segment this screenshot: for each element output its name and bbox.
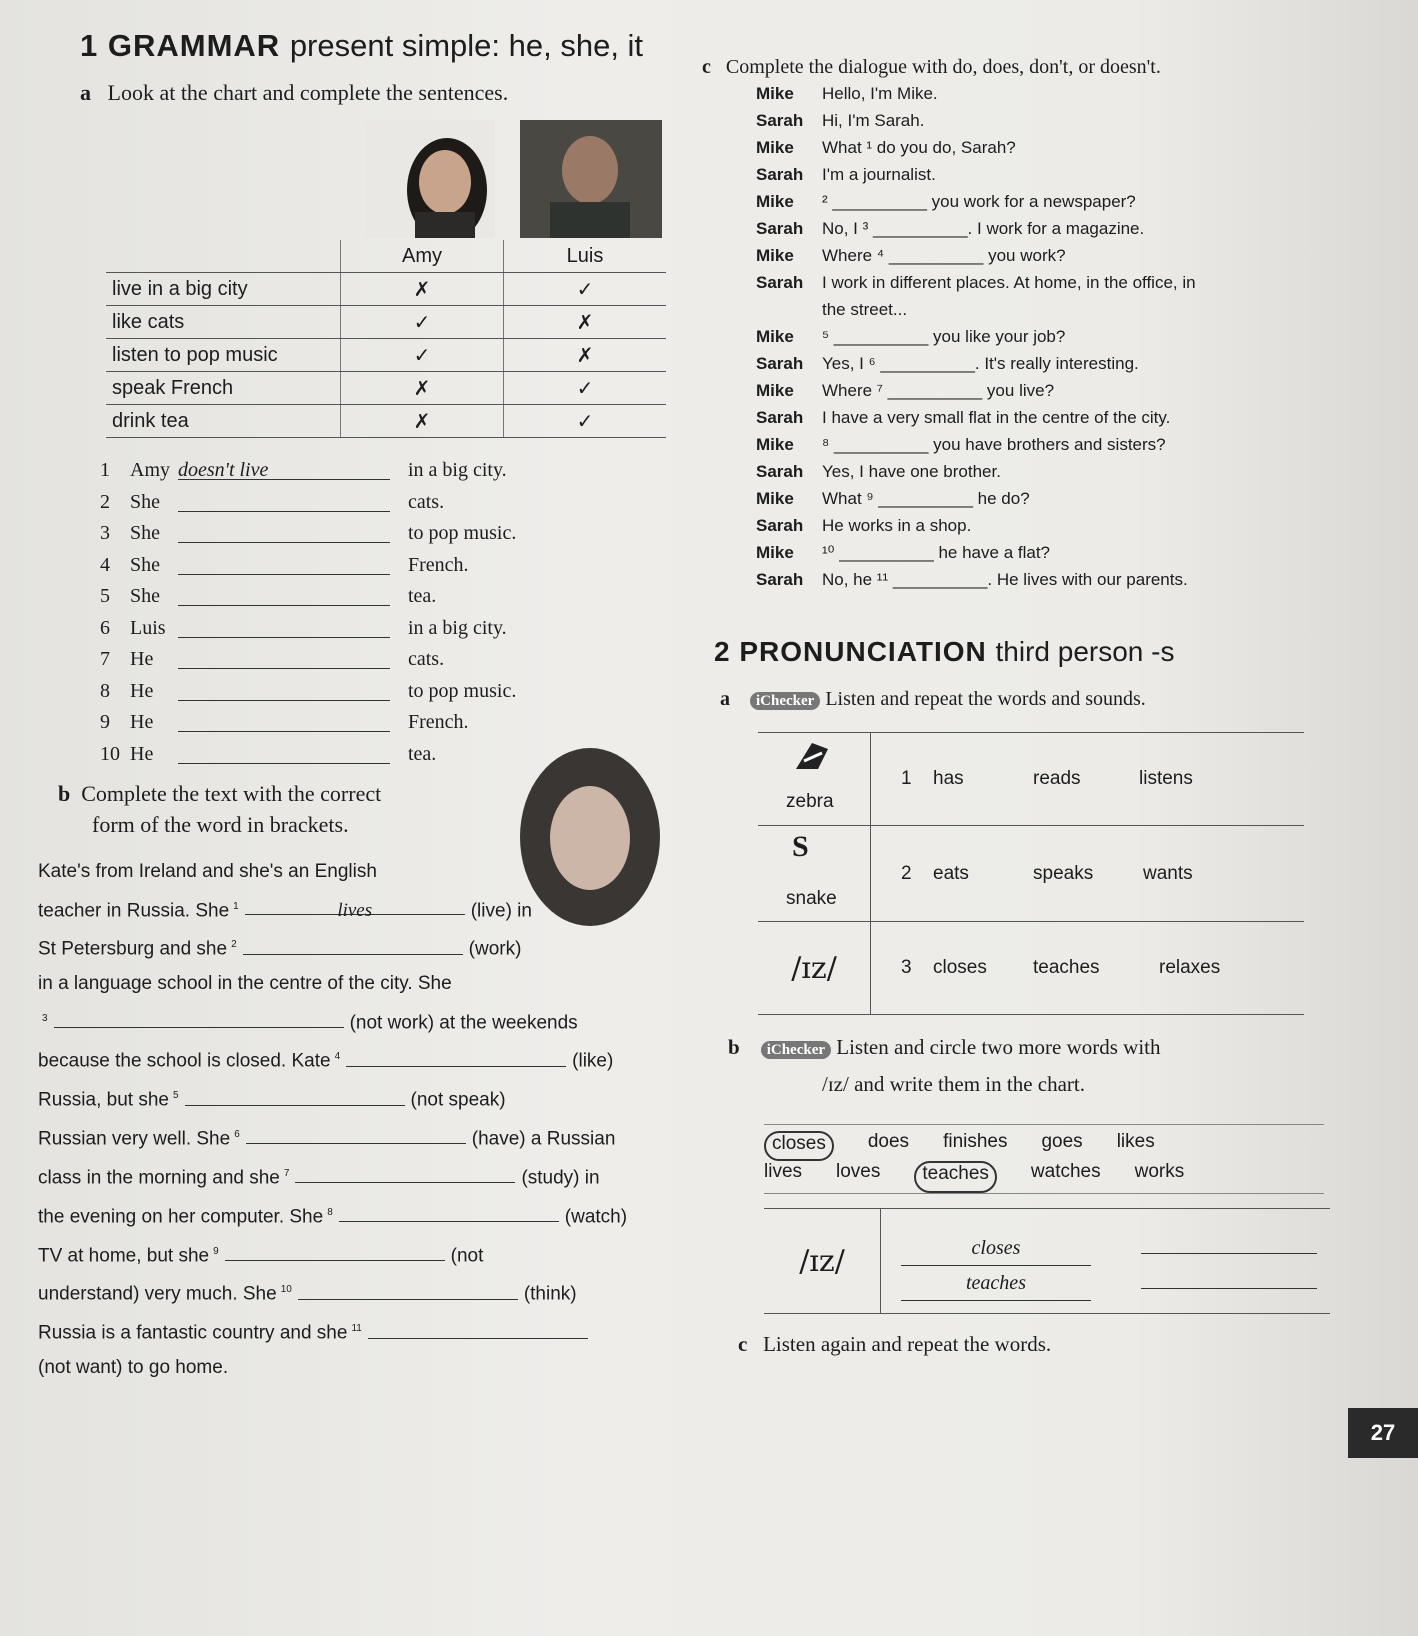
answer-field[interactable]: doesn't live (178, 455, 390, 480)
dialogue-text: Yes, I have one brother. (822, 462, 1001, 481)
sentence-item (100, 613, 516, 645)
iz-sound-label: /ɪz/ (758, 922, 871, 1014)
luis-mark: ✗ (504, 339, 667, 372)
dialogue-line (756, 107, 1316, 134)
text-fragment: (live) in (470, 899, 532, 921)
section-title: GRAMMAR (107, 28, 281, 63)
activity-label: listen to pop music (106, 339, 341, 372)
likes-chart (106, 240, 666, 438)
amy-mark: ✗ (341, 273, 504, 306)
dialogue-text: What ⁹ __________ he do? (822, 489, 1030, 508)
text-fragment: Kate's from Ireland and she's an English (38, 861, 377, 882)
dialogue-text: I have a very small flat in the centre of the city. (822, 408, 1171, 427)
word-option[interactable]: loves (836, 1161, 881, 1182)
iz-chart (764, 1208, 1330, 1314)
answer-field[interactable] (178, 739, 390, 764)
dialogue-text: Hi, I'm Sarah. (822, 111, 925, 130)
pron-a-instruction (720, 688, 1146, 711)
sentence-subject: She (130, 553, 160, 576)
word-option[interactable]: goes (1041, 1131, 1083, 1152)
text-fragment: (watch) (564, 1206, 628, 1228)
ichecker-badge: iChecker (750, 692, 820, 710)
sound-row (758, 825, 1304, 921)
exercise-letter: a (720, 688, 730, 710)
luis-photo (520, 120, 662, 238)
sound-label: snake (786, 888, 837, 909)
answer-field[interactable] (1141, 1288, 1317, 1289)
dialogue-line (756, 377, 1316, 404)
zebra-icon (792, 739, 832, 773)
word: has (933, 768, 964, 789)
dialogue-line (756, 458, 1316, 485)
word-option[interactable]: teaches (914, 1161, 997, 1193)
speaker-name: Sarah (756, 165, 804, 184)
gap-number: 9 (213, 1245, 219, 1257)
word: relaxes (1159, 957, 1221, 978)
instruction-text: /ɪz/ and write them in the chart. (822, 1072, 1085, 1096)
gap-number: 4 (334, 1051, 341, 1063)
amy-mark: ✓ (341, 339, 504, 372)
speaker-name: Sarah (756, 570, 804, 589)
sound-row (758, 732, 1304, 825)
sentence-number: 10 (100, 742, 120, 765)
dialogue-text: No, I ³ __________. I work for a magazine. (822, 219, 1145, 238)
chart-row (106, 405, 666, 438)
speaker-name: Mike (756, 381, 794, 400)
word: closes (933, 957, 987, 978)
instruction-text: Complete the text with the correct (81, 781, 382, 806)
text-fragment: (work) (468, 938, 522, 960)
dialogue-line (756, 80, 1316, 107)
speaker-name: Mike (756, 84, 794, 103)
dialogue-line (756, 350, 1316, 377)
dialogue-line (756, 296, 1316, 323)
iz-answers (881, 1209, 1317, 1313)
word-option[interactable]: closes (764, 1131, 834, 1161)
answer-field[interactable] (178, 644, 390, 669)
sentence-item (100, 707, 516, 739)
text-line (38, 1079, 638, 1118)
speaker-name: Mike (756, 246, 794, 265)
answer-field[interactable] (178, 613, 390, 638)
sentence-item (100, 518, 516, 550)
page-number: 27 (1348, 1408, 1418, 1458)
sentence-number: 9 (100, 711, 110, 733)
sentence-ending: French. (408, 711, 469, 733)
luis-mark: ✓ (504, 405, 667, 438)
row-number: 3 (901, 957, 912, 978)
luis-mark: ✗ (504, 306, 667, 339)
dialogue-text: What ¹ do you do, Sarah? (822, 138, 1016, 157)
sentence-ending: cats. (408, 648, 445, 670)
grammar-heading (80, 28, 643, 64)
gap-number: 6 (234, 1129, 240, 1141)
speaker-name: Sarah (756, 111, 804, 130)
text-fragment: (have) a Russian (471, 1128, 616, 1150)
text-fragment: TV at home, but she (38, 1244, 210, 1266)
text-fragment: Russian very well. She (38, 1128, 231, 1150)
word: eats (933, 862, 969, 884)
text-fragment: the evening on her computer. She (38, 1206, 324, 1228)
word-option[interactable]: likes (1116, 1131, 1155, 1152)
ichecker-badge: iChecker (761, 1041, 831, 1059)
chart-row (106, 273, 666, 306)
answer-field[interactable]: teaches (901, 1266, 1091, 1301)
chart-row (106, 306, 666, 339)
dialogue-text: I work in different places. At home, in the office, in (822, 273, 1196, 292)
speaker-name: Mike (756, 489, 794, 508)
sentence-subject: He (130, 742, 154, 765)
word: wants (1143, 862, 1193, 884)
answer-field[interactable] (295, 1162, 515, 1183)
word-bank-row (764, 1124, 1324, 1161)
speaker-name: Sarah (756, 516, 804, 535)
exercise-c-instruction (702, 56, 1161, 79)
row-number: 1 (901, 768, 912, 789)
answer-field[interactable] (178, 487, 390, 512)
sentence-ending: cats. (408, 490, 445, 513)
speaker-name: Mike (756, 327, 794, 346)
text-fragment: because the school is closed. Kate (38, 1050, 331, 1072)
answer-field[interactable] (185, 1085, 405, 1106)
speaker-name: Mike (756, 138, 794, 157)
dialogue-line (756, 188, 1316, 215)
word: teaches (1033, 957, 1100, 978)
answer-field[interactable] (368, 1318, 588, 1339)
word-option[interactable]: works (1134, 1161, 1185, 1182)
gap-number: 2 (231, 939, 237, 951)
answer-field[interactable] (54, 1007, 344, 1028)
dialogue-text: No, he ¹¹ __________. He lives with our parents. (822, 570, 1188, 589)
instruction-text: form of the word in brackets. (92, 812, 349, 837)
sentence-subject: Luis (130, 616, 166, 639)
exercise-a-instruction (80, 80, 508, 106)
answer-field[interactable] (178, 676, 390, 701)
snake-icon: S (792, 830, 809, 863)
exercise-letter: b (728, 1035, 740, 1059)
chart-row (106, 372, 666, 405)
sentence-number: 4 (100, 553, 110, 576)
dialogue-line (756, 485, 1316, 512)
amy-mark: ✗ (341, 405, 504, 438)
instruction-text: Look at the chart and complete the sentences. (107, 80, 509, 105)
answer-field[interactable]: closes (901, 1231, 1091, 1266)
text-fragment: (not (450, 1244, 484, 1266)
text-fragment: (like) (572, 1050, 614, 1072)
sentence-subject: He (130, 711, 154, 733)
sentence-item (100, 581, 516, 613)
dialogue-line (756, 134, 1316, 161)
answer-field[interactable] (178, 518, 390, 543)
dialogue-line (756, 539, 1316, 566)
sentence-item (100, 676, 516, 708)
speaker-name: Mike (756, 435, 794, 454)
text-fragment: (think) (523, 1283, 577, 1305)
sentence-number: 2 (100, 490, 110, 513)
activity-label: speak French (106, 372, 341, 405)
text-line (38, 928, 638, 967)
pron-b-instruction (728, 1030, 1161, 1101)
dialogue-line (756, 269, 1316, 296)
dialogue-text: Where ⁷ __________ you live? (822, 381, 1055, 400)
speaker-name: Sarah (756, 219, 804, 238)
word: speaks (1033, 862, 1094, 884)
text-fragment: (study) in (521, 1167, 600, 1189)
luis-mark: ✓ (504, 273, 667, 306)
sentence-number: 3 (100, 522, 110, 544)
sentence-number: 6 (100, 616, 110, 639)
word-option[interactable]: does (867, 1131, 910, 1152)
dialogue-line (756, 323, 1316, 350)
speaker-name: Sarah (756, 408, 804, 427)
text-line (38, 1351, 638, 1386)
amy-mark: ✗ (341, 372, 504, 405)
gap-number: 1 (233, 900, 239, 912)
dialogue-text: ² __________ you work for a newspaper? (822, 192, 1136, 211)
dialogue-line (756, 566, 1316, 593)
sentence-item (100, 550, 516, 582)
answer-field[interactable] (1141, 1253, 1317, 1254)
text-line (38, 1235, 638, 1274)
pron-c-instruction (738, 1332, 1051, 1357)
answer-field[interactable] (178, 581, 390, 606)
sentence-item (100, 455, 516, 487)
instruction-text: Listen again and repeat the words. (763, 1332, 1052, 1356)
dialogue-text: Where ⁴ __________ you work? (822, 246, 1066, 265)
gap-number: 10 (280, 1284, 292, 1296)
sentence-number: 8 (100, 679, 110, 702)
speaker-name: Mike (756, 543, 794, 562)
sentence-list (100, 455, 516, 770)
text-fragment: (not work) at the weekends (349, 1011, 578, 1033)
sound-row (758, 921, 1304, 1014)
activity-label: live in a big city (106, 273, 341, 306)
section-title: PRONUNCIATION (739, 636, 987, 667)
dialogue-line (756, 512, 1316, 539)
sound-chart (758, 732, 1304, 1015)
dialogue-line (756, 404, 1316, 431)
text-line (38, 1002, 638, 1041)
answer-field[interactable] (178, 550, 390, 575)
gap-number: 8 (327, 1206, 333, 1218)
sentence-ending: to pop music. (408, 522, 517, 544)
word-option[interactable]: finishes (943, 1131, 1008, 1152)
sentence-subject: Amy (130, 459, 170, 481)
dialogue-text: the street... (822, 300, 908, 319)
word: reads (1033, 768, 1081, 789)
section-subtitle: present simple: he, she, it (289, 28, 644, 63)
text-fragment: teacher in Russia. She (38, 899, 230, 921)
dialogue-text: ⁵ __________ you like your job? (822, 327, 1066, 346)
sentence-number: 5 (100, 585, 110, 607)
exercise-letter: c (702, 56, 711, 78)
gap-number: 5 (172, 1090, 179, 1102)
sentence-subject: He (130, 679, 154, 702)
dialogue-line (756, 215, 1316, 242)
text-line (38, 1273, 638, 1312)
sentence-subject: She (130, 585, 160, 607)
sentence-item (100, 487, 516, 519)
text-fragment: (not want) to go home. (38, 1357, 229, 1379)
sound-label: zebra (786, 791, 834, 812)
amy-photo (365, 120, 495, 238)
kate-portrait-image (520, 748, 660, 926)
dialogue-text: He works in a shop. (822, 516, 972, 535)
sentence-ending: tea. (408, 742, 437, 765)
text-fragment: Russia, but she (38, 1089, 169, 1111)
sentence-subject: He (130, 648, 154, 670)
instruction-text: Listen and circle two more words with (836, 1035, 1161, 1059)
text-fragment: class in the morning and she (38, 1167, 280, 1189)
pronunciation-heading (714, 636, 1174, 668)
iz-chart-symbol: /ɪz/ (764, 1209, 881, 1313)
answer-field[interactable] (346, 1046, 566, 1067)
amy-mark: ✓ (341, 306, 504, 339)
gap-number: 3 (42, 1012, 48, 1024)
dialogue-text: ¹⁰ __________ he have a flat? (822, 543, 1050, 562)
exercise-letter: c (738, 1332, 748, 1356)
answer-field[interactable] (298, 1279, 518, 1300)
speaker-name: Sarah (756, 462, 804, 481)
dialogue-text: Hello, I'm Mike. (822, 84, 938, 103)
dialogue-text: I'm a journalist. (822, 165, 936, 184)
sentence-item (100, 739, 516, 771)
chart-column-amy: Amy (341, 240, 504, 273)
gap-number: 7 (283, 1167, 290, 1179)
chart-row (106, 339, 666, 372)
snake-cell (758, 826, 871, 921)
luis-portrait-image (520, 120, 662, 238)
speaker-name: Sarah (756, 354, 804, 373)
luis-mark: ✓ (504, 372, 667, 405)
sentence-subject: She (130, 490, 160, 513)
section-number: 1 (80, 28, 99, 63)
word-bank (764, 1124, 1324, 1194)
speaker-name: Sarah (756, 273, 804, 292)
sentence-ending: in a big city. (408, 616, 507, 639)
word-group (871, 733, 1193, 825)
chart-column-luis: Luis (504, 240, 667, 273)
word-group (871, 826, 1193, 921)
dialogue-text: Yes, I ⁶ __________. It's really interesting. (822, 354, 1139, 373)
chart-corner (106, 240, 341, 273)
answer-field[interactable]: lives (245, 894, 465, 915)
text-line (38, 1157, 638, 1196)
word-option[interactable]: watches (1030, 1161, 1101, 1182)
dialogue-text: ⁸ __________ you have brothers and sisters? (822, 435, 1166, 454)
activity-label: like cats (106, 306, 341, 339)
text-fragment: (not speak) (410, 1089, 506, 1111)
word-bank-row (764, 1161, 1324, 1194)
answer-field[interactable] (246, 1123, 466, 1144)
dialogue (756, 80, 1316, 593)
section-number: 2 (714, 636, 731, 667)
answer-field[interactable] (178, 707, 390, 732)
text-fragment: St Petersburg and she (38, 938, 228, 960)
section-subtitle: third person -s (995, 636, 1175, 667)
text-fragment: understand) very much. She (38, 1283, 277, 1305)
sentence-number: 1 (100, 459, 110, 481)
word: listens (1139, 768, 1193, 789)
dialogue-line (756, 431, 1316, 458)
sentence-ending: French. (408, 553, 469, 576)
sentence-ending: tea. (408, 585, 437, 607)
gap-number: 11 (351, 1323, 362, 1335)
sentence-item (100, 644, 516, 676)
zebra-cell (758, 733, 871, 825)
activity-label: drink tea (106, 405, 341, 438)
sentence-ending: in a big city. (408, 459, 507, 481)
answer-field[interactable] (243, 934, 463, 955)
speaker-name: Mike (756, 192, 794, 211)
text-line (38, 1196, 638, 1235)
text-line (38, 1118, 638, 1157)
dialogue-line (756, 242, 1316, 269)
instruction-text: Complete the dialogue with do, does, don't, or doesn't. (725, 56, 1161, 78)
instruction-text: Listen and repeat the words and sounds. (825, 688, 1146, 710)
kate-text (38, 855, 638, 1386)
row-number: 2 (901, 862, 912, 884)
kate-photo (520, 748, 660, 926)
amy-portrait-image (365, 120, 495, 238)
exercise-b-instruction (58, 778, 381, 840)
exercise-letter: b (58, 781, 71, 806)
sentence-number: 7 (100, 648, 110, 670)
text-fragment: Russia is a fantastic country and she (38, 1322, 348, 1344)
sentence-ending: to pop music. (408, 679, 517, 702)
text-line (38, 1312, 638, 1351)
text-fragment: in a language school in the centre of the city. She (38, 973, 452, 995)
word-group (871, 922, 1220, 1014)
exercise-letter: a (80, 80, 91, 105)
sentence-subject: She (130, 522, 160, 544)
text-line (38, 1040, 638, 1079)
word-option[interactable]: lives (764, 1161, 803, 1182)
dialogue-line (756, 161, 1316, 188)
answer-field[interactable] (339, 1201, 559, 1222)
text-line (38, 967, 638, 1002)
answer-field[interactable] (225, 1240, 445, 1261)
